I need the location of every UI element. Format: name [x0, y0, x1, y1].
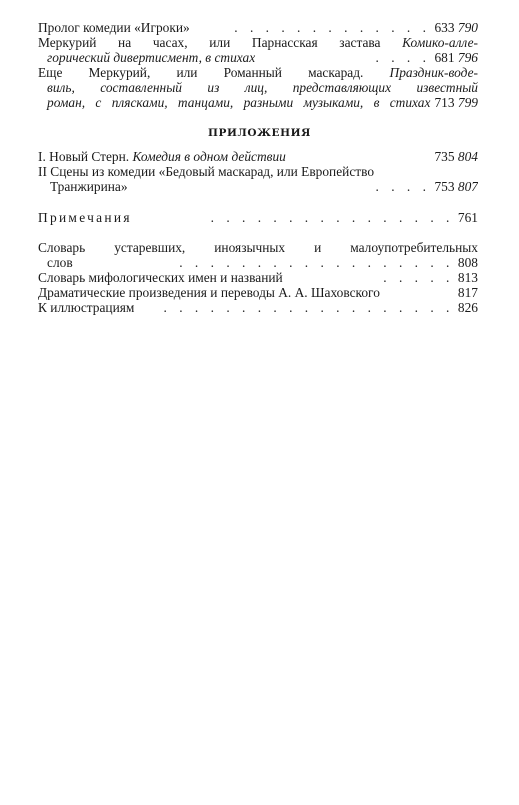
page-number: 813 [457, 270, 478, 285]
entry-title: Пролог комедии «Игроки» [38, 20, 190, 35]
entry-number: II [38, 164, 47, 179]
entry-genre: Праздник-воде- [389, 65, 478, 80]
note-page-number: 796 [457, 50, 478, 65]
entry-line: Словарь устаревших, иноязычных и малоупотребительных [38, 240, 478, 255]
entry-line [38, 50, 478, 65]
appendix-entry-2 [38, 164, 478, 194]
notes-label: Примечания [38, 210, 132, 225]
dot-leader: . . . . . . . . . . . . . . . . [210, 210, 454, 225]
toc-entry-merkury-na-chasah [38, 35, 478, 65]
appendix-entry-1 [38, 149, 478, 164]
notes-entry [38, 210, 478, 225]
entry-genre: Комедия в одном действии [132, 149, 286, 164]
back-matter-section [38, 240, 478, 315]
entry-number: I. [38, 149, 46, 164]
dot-leader: . . . . . . . . . . . . . [234, 20, 431, 35]
page-number: 753 807 [434, 179, 478, 194]
back-entry-illustrations [38, 300, 478, 315]
entry-title: Драматические произведения и переводы А. А. Шаховского [38, 285, 380, 300]
entry-line [38, 35, 478, 50]
page-number: 817 [457, 285, 478, 300]
entry-line [38, 164, 478, 179]
entry-genre: горический дивертисмент, в стихах [47, 50, 256, 65]
dot-leader: . . . . [375, 50, 431, 65]
entry-title: Меркурий на часах, или Парнасская застава [38, 35, 381, 50]
page-number: 826 [457, 300, 478, 315]
notes-section [38, 210, 478, 225]
note-page-number: 790 [457, 20, 478, 35]
dot-leader: . . . . . [383, 270, 454, 285]
entry-title: Словарь мифологических имен и названий [38, 270, 283, 285]
toc-main-section [38, 20, 478, 110]
entry-title: слов [47, 255, 73, 270]
back-entry-mythology [38, 270, 478, 285]
toc-entry-prologue [38, 20, 478, 35]
appendix-heading: ПРИЛОЖЕНИЯ [207, 127, 312, 139]
dot-leader: . . . . . . . . . . . . . . . . . . . [163, 300, 454, 315]
back-entry-works-list [38, 285, 478, 300]
entry-line: виль, составленный из лиц, представляющих известный [47, 80, 478, 95]
entry-line [38, 255, 478, 270]
entry-line [38, 95, 478, 110]
note-page-number: 804 [457, 149, 478, 164]
entry-genre: роман, с плясками, танцами, разными музыками, в стихах [47, 95, 431, 110]
note-page-number: 799 [457, 95, 478, 110]
entry-line [38, 179, 478, 194]
page-number: 808 [457, 255, 478, 270]
toc-entry-eshche-merkury [38, 65, 478, 110]
entry-genre: Комико-алле- [402, 35, 478, 50]
entry-title: К иллюстрациям [38, 300, 135, 315]
page-number: 681 796 [434, 50, 478, 65]
entry-title: Сцены из комедии «Бедовый маскарад, или Европейство [50, 164, 375, 179]
entry-line [38, 65, 478, 80]
entry-title: Транжирина» [50, 179, 128, 194]
dot-leader: . . . . [375, 179, 431, 194]
dot-leader: . . . . . . . . . . . . . . . . . . [179, 255, 454, 270]
page-number: 633 790 [434, 20, 478, 35]
page-number: 761 [457, 210, 478, 225]
back-entry-dictionary [38, 240, 478, 270]
page-number: 735 804 [434, 149, 478, 164]
entry-title: Еще Меркурий, или Романный маскарад. [38, 65, 364, 80]
appendix-section [38, 149, 478, 194]
page-number: 713 799 [434, 95, 478, 110]
note-page-number: 807 [457, 179, 478, 194]
entry-title: Новый Стерн. [49, 149, 130, 164]
